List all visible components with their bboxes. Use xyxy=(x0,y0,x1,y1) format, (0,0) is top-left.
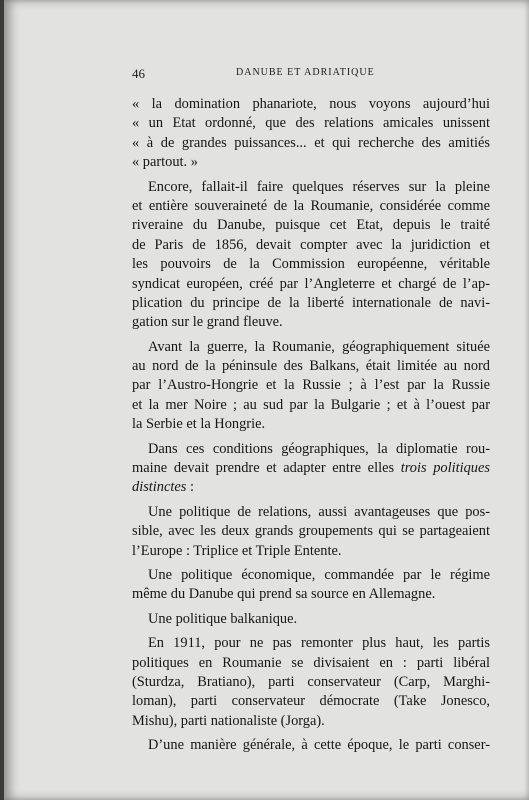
paragraph xyxy=(132,338,490,435)
text-line: syndicat européen, créé par l’Angleterre et chargé de l’ap- xyxy=(132,275,490,292)
body-text xyxy=(132,95,490,756)
paragraph xyxy=(132,503,490,561)
text-line: « la domination phanariote, nous voyons aujourd’hui xyxy=(132,96,490,112)
text-line: par l’Austro-Hongrie et la Russie ; à l’est par la Russie xyxy=(132,377,490,394)
text-line: Une politique balkanique. xyxy=(148,610,298,627)
text-line: riveraine du Danube, puisque cet Etat, depuis le traité xyxy=(132,217,490,234)
text-line: Une politique économique, commandée par le régime xyxy=(148,566,490,583)
text-line: et la mer Noire ; au sud par la Bulgarie ; et à l’ouest par xyxy=(132,396,490,413)
italic-emphasis: distinctes xyxy=(132,479,187,496)
text-line: En 1911, pour ne pas remonter plus haut, les partis xyxy=(148,635,490,652)
text-line: Une politique de relations, aussi avantageuses que pos- xyxy=(148,503,490,520)
text-line: politiques en Roumanie se divisaient en : parti libéral xyxy=(132,654,490,671)
paragraph xyxy=(132,440,490,498)
text-line: « partout. » xyxy=(132,154,198,171)
text-line xyxy=(132,459,490,478)
text-line: les pouvoirs de la Commission européenne, véritable xyxy=(132,256,490,273)
text-line: et entière souveraineté de la Roumanie, considérée comme xyxy=(132,197,490,214)
text-line: de Paris de 1856, devait compter avec la juridiction et xyxy=(132,236,490,253)
text-line: au nord de la péninsule des Balkans, était limitée au nord xyxy=(132,358,490,375)
text-line: sible, avec les deux grands groupements qui se partageaient xyxy=(132,523,490,540)
text-line: plication du principe de la liberté internationale de navi- xyxy=(132,294,490,311)
text-line: Dans ces conditions géographiques, la diplomatie rou- xyxy=(148,440,490,457)
text-line: loman), parti conservateur démocrate (Take Jonesco, xyxy=(132,693,490,710)
book-page xyxy=(4,0,529,800)
text-line: Avant la guerre, la Roumanie, géographiquement située xyxy=(148,338,490,355)
page-header xyxy=(132,66,492,82)
paragraph xyxy=(132,634,490,731)
running-title: DANUBE ET ADRIATIQUE xyxy=(236,67,375,78)
italic-emphasis: trois politiques xyxy=(400,460,490,477)
text-line: Mishu), parti nationaliste (Jorga). xyxy=(132,712,325,729)
text-line: la Serbie et la Hongrie. xyxy=(132,416,266,433)
paragraph xyxy=(132,736,490,755)
text-line: même du Danube qui prend sa source en Allemagne. xyxy=(132,586,436,603)
paragraph-quote xyxy=(132,95,490,173)
text-fragment: maine devait prendre et adapter entre elles xyxy=(132,460,395,477)
text-line: « un Etat ordonné, que des relations amicales unissent xyxy=(132,115,490,132)
page-number: 46 xyxy=(132,66,145,81)
text-line: « à de grandes puissances... et qui recherche des amitiés xyxy=(132,134,490,151)
text-line: distinctes : xyxy=(132,479,194,496)
paragraph xyxy=(132,610,490,629)
text-line: gation sur le grand fleuve. xyxy=(132,314,283,331)
text-line: l’Europe : Triplice et Triple Entente. xyxy=(132,542,342,559)
text-line: (Sturdza, Bratiano), parti conservateur (Carp, Marghi- xyxy=(132,673,490,690)
paragraph xyxy=(132,178,490,333)
text-line: D’une manière générale, à cette époque, le parti conser- xyxy=(148,737,490,754)
paragraph xyxy=(132,566,490,605)
text-line: Encore, fallait-il faire quelques réserves sur la pleine xyxy=(148,178,490,195)
